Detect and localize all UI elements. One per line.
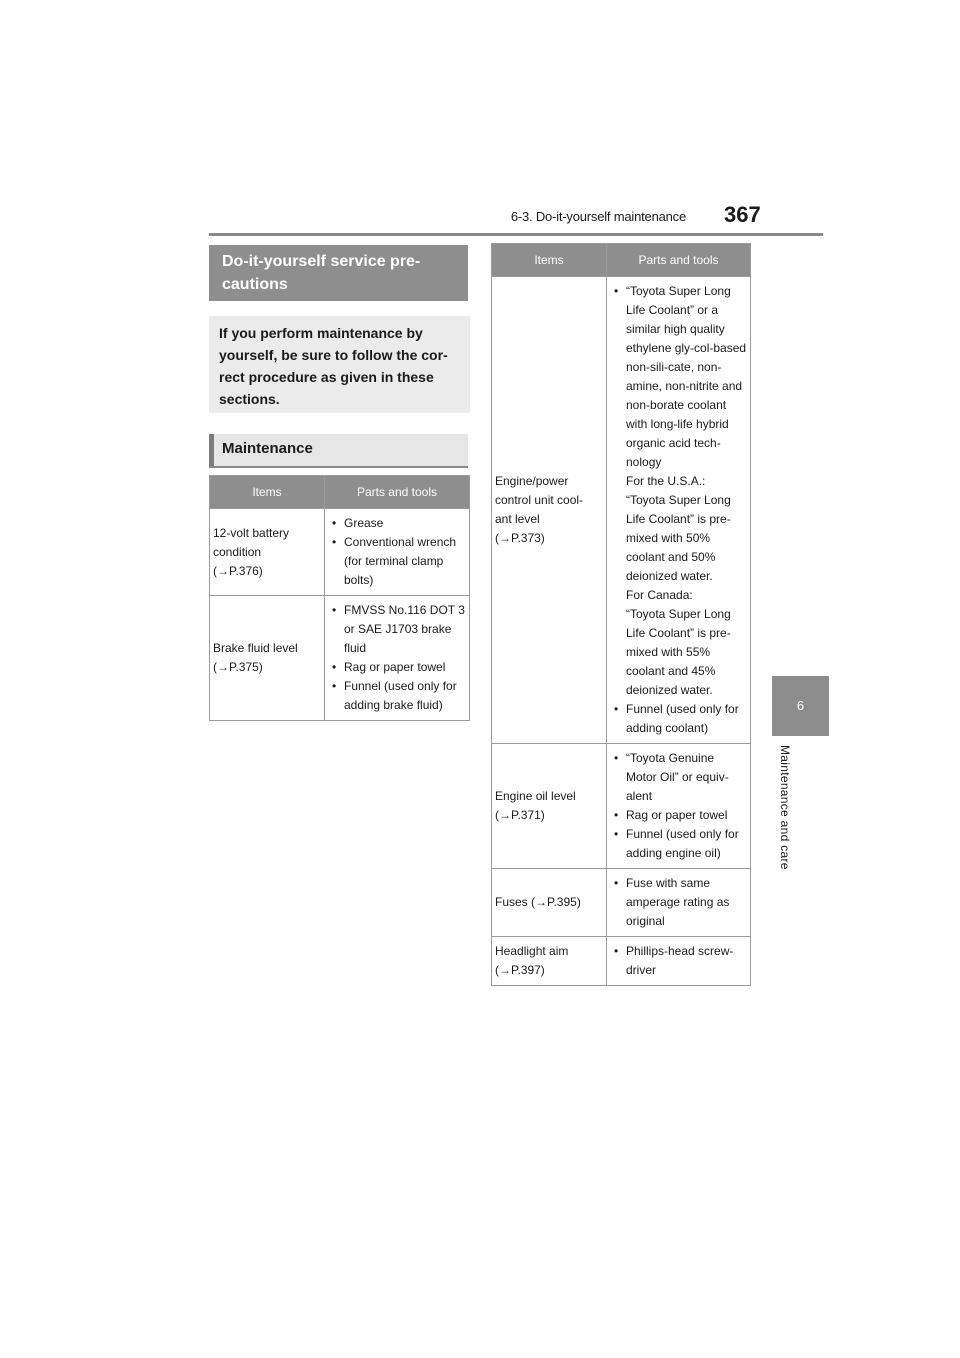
column-header-items: Items	[210, 476, 325, 509]
parts-list-item: • Rag or paper towel	[328, 658, 466, 677]
table-row	[210, 509, 470, 596]
parts-list-item: • FMVSS No.116 DOT 3 or SAE J1703 brake fluid	[328, 601, 466, 658]
parts-list	[610, 749, 747, 863]
parts-list-item: • “Toyota Genuine Motor Oil” or equiv-alent	[610, 749, 747, 806]
parts-list-item: • Grease	[328, 514, 466, 533]
intro-box	[209, 316, 470, 413]
table-row	[492, 869, 751, 937]
parts-cell	[325, 596, 470, 721]
item-cell: Engine oil level (→P.371)	[492, 744, 607, 869]
parts-list	[610, 282, 747, 738]
column-header-items: Items	[492, 244, 607, 277]
parts-list-item: • Funnel (used only for adding engine oil)	[610, 825, 747, 863]
chapter-tab	[772, 676, 829, 736]
title-text: Do-it-yourself service pre- cautions	[222, 253, 421, 293]
title-box	[209, 245, 468, 301]
parts-list-item: • Fuse with same amperage rating as original	[610, 874, 747, 931]
maintenance-heading	[209, 434, 468, 468]
item-cell: Fuses (→P.395)	[492, 869, 607, 937]
item-cell: Headlight aim (→P.397)	[492, 937, 607, 986]
heading-accent-bar	[209, 434, 214, 466]
column-header-parts: Parts and tools	[325, 476, 470, 509]
section-title: 6-3. Do-it-yourself maintenance	[510, 209, 686, 224]
table-row	[210, 596, 470, 721]
parts-list-item: • Phillips-head screw-driver	[610, 942, 747, 980]
item-cell: Engine/power control unit cool- ant level (→P.373)	[492, 277, 607, 744]
intro-text: If you perform maintenance by yourself, be sure to follow the cor-rect procedure as given in these sections.	[219, 325, 448, 407]
parts-list-item: • Funnel (used only for adding coolant)	[610, 700, 747, 738]
parts-list	[610, 942, 747, 980]
parts-list	[610, 874, 747, 931]
parts-list-item: • Conventional wrench (for terminal clamp bolts)	[328, 533, 466, 590]
item-cell: 12-volt battery condition (→P.376)	[210, 509, 325, 596]
maintenance-heading-text: Maintenance	[222, 440, 313, 457]
table-row	[492, 744, 751, 869]
parts-cell	[325, 509, 470, 596]
parts-list	[328, 601, 466, 715]
parts-cell	[607, 937, 751, 986]
chapter-side-title: Maintenance and care	[778, 745, 792, 870]
header-divider	[209, 233, 823, 236]
parts-list-item: • “Toyota Super Long Life Coolant” or a similar high quality ethylene gly-col-based non-sili-cate, non-amine, non-nitrite and non-borate coolant with long-life hybrid organic acid tech-nology For the U.S.A.: “Toyota Super Long Life Coolant” is pre-mixed with 50% coolant and 50% deionized water. For Canada: “Toyota Super Long Life Coolant” is pre-mixed with 55% coolant and 45% deionized water.	[610, 282, 747, 700]
column-header-parts: Parts and tools	[607, 244, 751, 277]
parts-list-item: • Funnel (used only for adding brake fluid)	[328, 677, 466, 715]
item-cell: Brake fluid level (→P.375)	[210, 596, 325, 721]
maintenance-table-left	[209, 475, 470, 721]
maintenance-table-right	[491, 243, 751, 986]
parts-list	[328, 514, 466, 590]
parts-list-item: • Rag or paper towel	[610, 806, 747, 825]
table-row	[492, 277, 751, 744]
page-number: 367	[724, 202, 761, 227]
table-row	[492, 937, 751, 986]
parts-cell	[607, 869, 751, 937]
parts-cell	[607, 277, 751, 744]
chapter-number: 6	[796, 698, 805, 713]
parts-cell	[607, 744, 751, 869]
